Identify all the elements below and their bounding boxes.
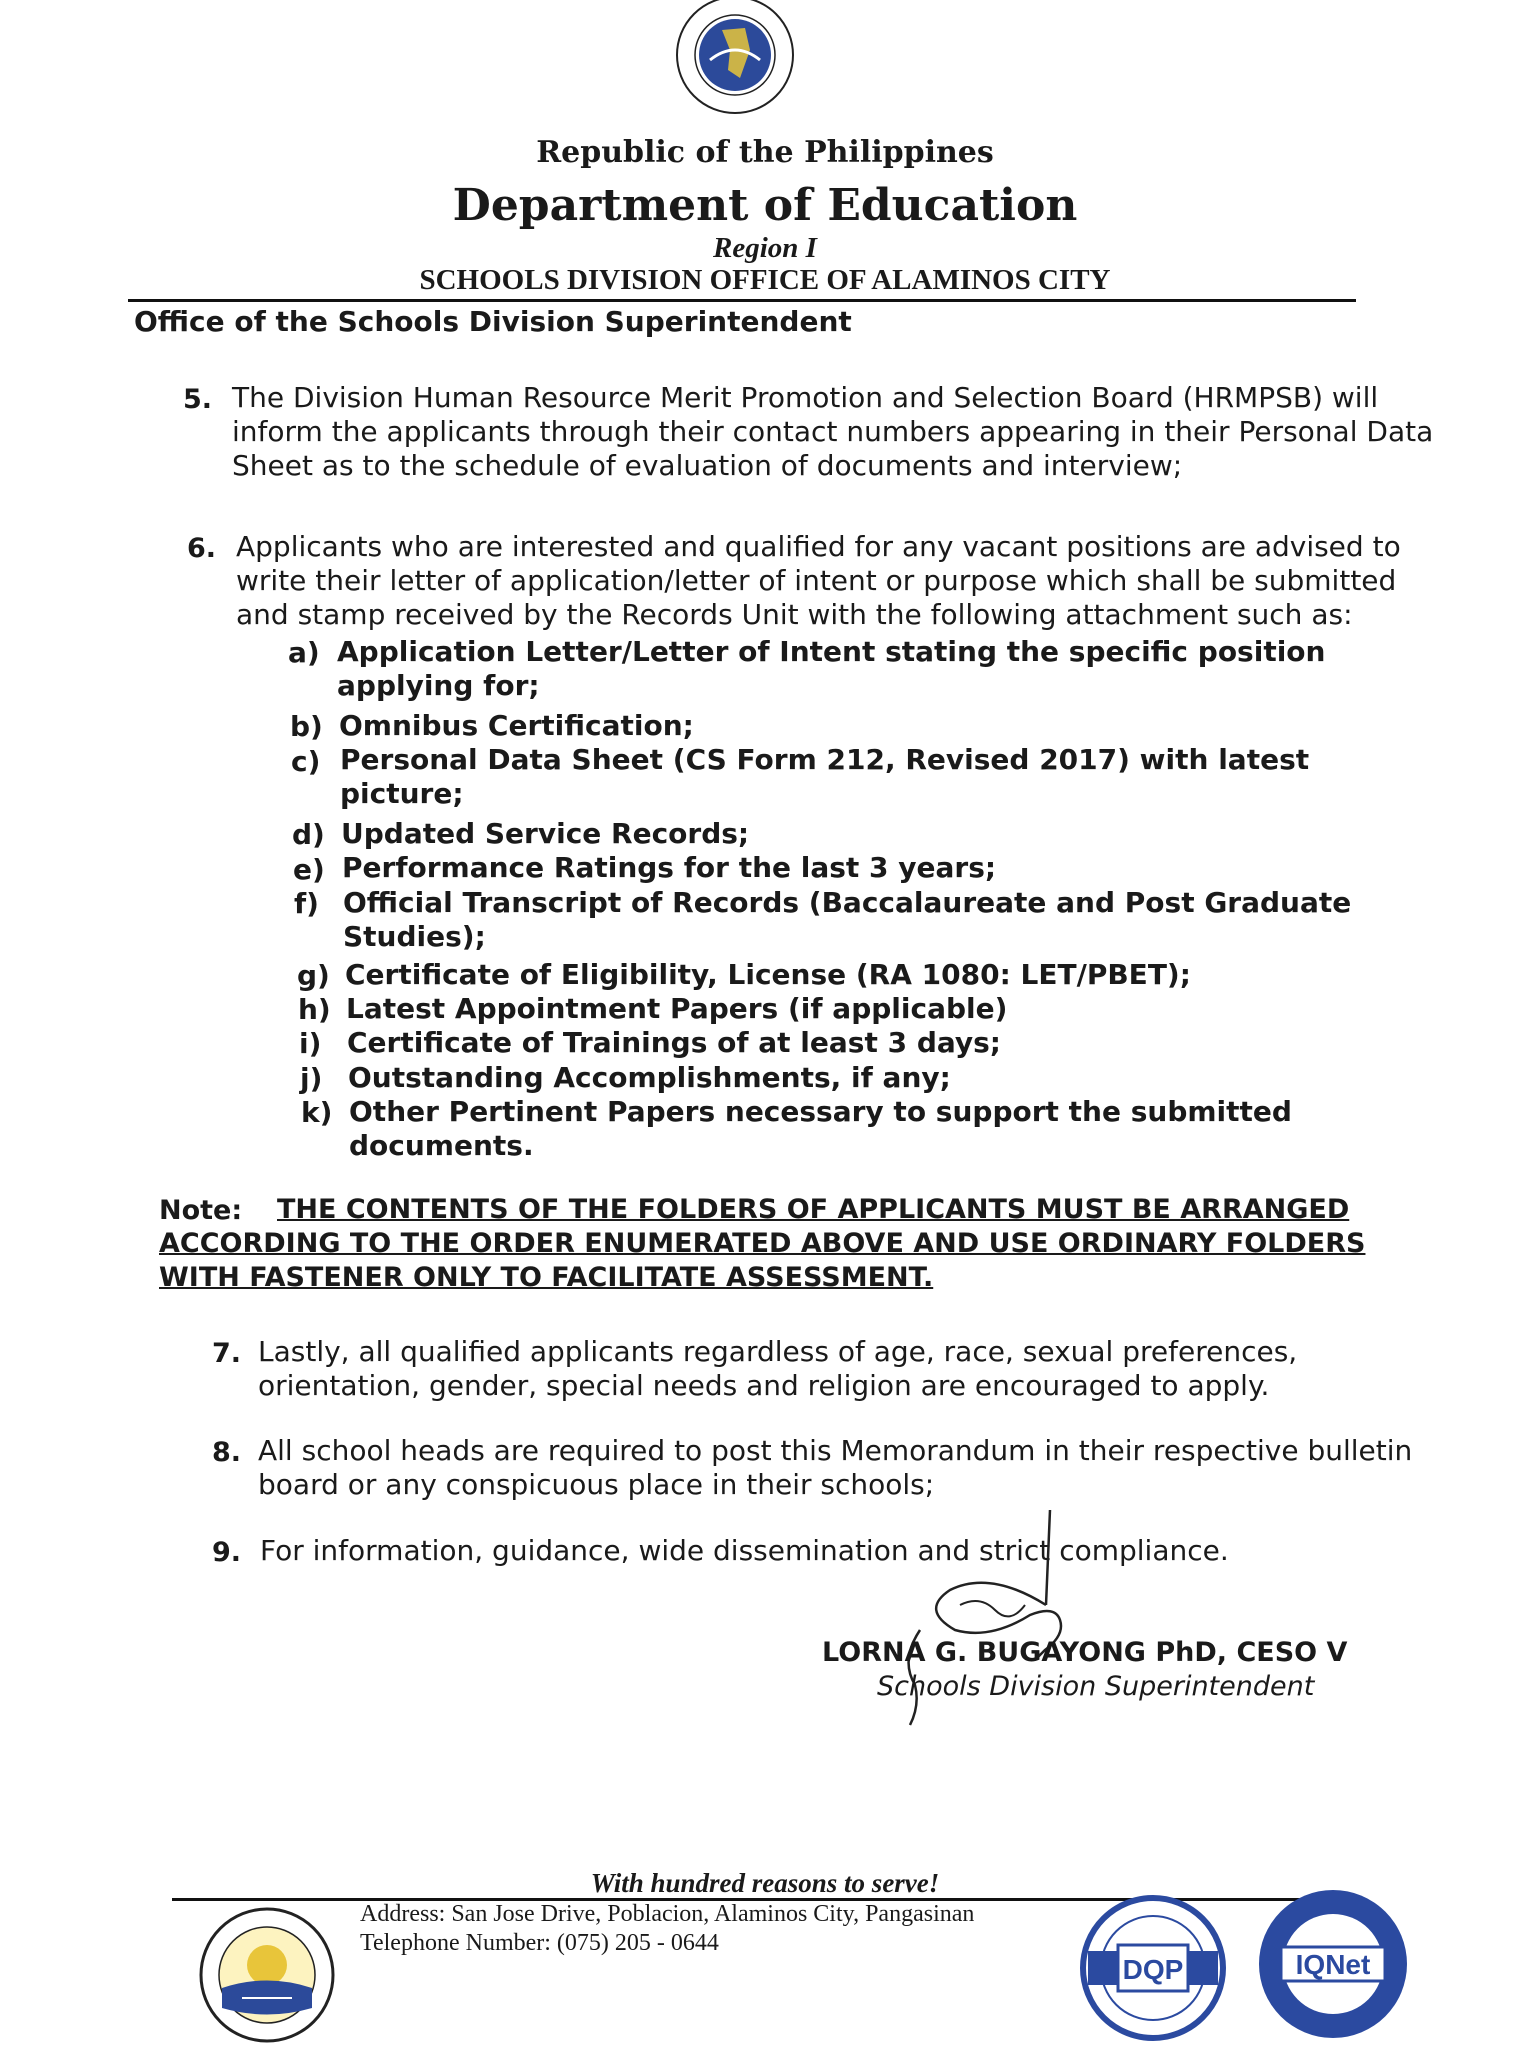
item-line: orientation, gender, special needs and religion are encouraged to apply. — [258, 1369, 1270, 1402]
attachment-line: Certificate of Eligibility, License (RA 1080: LET/PBET); — [345, 958, 1191, 991]
item-line: For information, guidance, wide dissemination and strict compliance. — [260, 1534, 1229, 1567]
attachment-item — [339, 709, 694, 743]
signatory-title: Schools Division Superintendent — [877, 1671, 1315, 1702]
attachment-letter: c) — [291, 745, 321, 778]
attachment-item — [349, 1095, 1292, 1163]
division-seal-logo — [192, 1903, 342, 2043]
attachment-line: Official Transcript of Records (Baccalaureate and Post Graduate — [343, 886, 1352, 919]
item-number: 7. — [212, 1338, 242, 1369]
attachment-letter: j) — [300, 1062, 323, 1095]
attachment-letter: f) — [294, 887, 319, 920]
item-line: Lastly, all qualified applicants regardless of age, race, sexual preferences, — [258, 1335, 1298, 1368]
note-line: THE CONTENTS OF THE FOLDERS OF APPLICANTS MUST BE ARRANGED — [277, 1194, 1350, 1225]
attachment-letter: b) — [290, 710, 323, 743]
footer-tagline: With hundred reasons to serve! — [590, 1868, 940, 1898]
attachment-item — [343, 886, 1351, 954]
note-line: ACCORDING TO THE ORDER ENUMERATED ABOVE AND USE ORDINARY FOLDERS — [159, 1228, 1366, 1259]
division-heading: SCHOOLS DIVISION OFFICE OF ALAMINOS CITY — [419, 264, 1111, 296]
attachment-item — [345, 958, 1191, 992]
header-divider — [128, 299, 1356, 302]
item-number: 8. — [212, 1437, 242, 1468]
department-heading: Department of Education — [452, 180, 1078, 231]
attachment-line: Application Letter/Letter of Intent stating the specific position — [337, 635, 1326, 668]
attachment-line: Personal Data Sheet (CS Form 212, Revised 2017) with latest — [340, 743, 1310, 776]
svg-text:DQP: DQP — [1122, 1954, 1184, 1985]
attachment-item — [347, 1026, 1001, 1060]
item-line: and stamp received by the Records Unit with the following attachment such as: — [236, 598, 1353, 631]
item-line: Applicants who are interested and qualified for any vacant positions are advised to — [236, 530, 1401, 563]
svg-text:IQNet: IQNet — [1295, 1949, 1371, 1980]
list-item — [236, 530, 1401, 632]
item-line: The Division Human Resource Merit Promotion and Selection Board (HRMPSB) will — [232, 381, 1379, 414]
attachment-letter: k) — [301, 1096, 333, 1129]
attachment-line: Updated Service Records; — [341, 817, 750, 850]
attachment-letter: a) — [288, 636, 320, 669]
footer-address-block — [360, 1900, 974, 1958]
note-line: WITH FASTENER ONLY TO FACILITATE ASSESSMENT. — [159, 1262, 934, 1293]
attachment-line: Omnibus Certification; — [339, 709, 694, 742]
item-number: 6. — [187, 533, 217, 564]
office-heading: Office of the Schools Division Superintendent — [134, 305, 852, 338]
item-line: Sheet as to the schedule of evaluation of documents and interview; — [232, 449, 1183, 482]
attachment-line: documents. — [349, 1129, 534, 1162]
list-item — [258, 1434, 1412, 1502]
attachment-line: Other Pertinent Papers necessary to support the submitted — [349, 1095, 1292, 1128]
attachment-item — [342, 851, 996, 885]
item-line: inform the applicants through their contact numbers appearing in their Personal Data — [232, 415, 1434, 448]
attachment-line: Latest Appointment Papers (if applicable) — [346, 992, 1008, 1025]
attachment-line: Outstanding Accomplishments, if any; — [348, 1061, 951, 1094]
footer-address: Address: San Jose Drive, Poblacion, Alaminos City, Pangasinan — [360, 1901, 975, 1927]
attachment-item — [348, 1061, 951, 1095]
item-line: All school heads are required to post this Memorandum in their respective bulletin — [258, 1434, 1413, 1467]
attachment-letter: i) — [299, 1027, 322, 1060]
list-item — [258, 1335, 1297, 1403]
note-label: Note: — [159, 1195, 243, 1226]
attachment-line: applying for; — [337, 669, 540, 702]
attachment-item — [340, 743, 1309, 811]
item-number: 5. — [183, 384, 213, 415]
attachment-line: picture; — [340, 777, 464, 810]
footer-telephone: Telephone Number: (075) 205 - 0644 — [360, 1930, 719, 1956]
deped-seal-logo — [650, 0, 820, 135]
list-item — [232, 381, 1433, 483]
attachment-item — [341, 817, 749, 851]
attachment-item — [346, 992, 1007, 1026]
attachment-item — [337, 635, 1325, 703]
attachment-line: Certificate of Trainings of at least 3 days; — [347, 1026, 1002, 1059]
item-line: board or any conspicuous place in their schools; — [258, 1468, 935, 1501]
attachment-line: Studies); — [343, 920, 486, 953]
attachment-letter: e) — [293, 853, 325, 886]
attachment-letter: d) — [292, 818, 325, 851]
list-item — [260, 1534, 1229, 1568]
attachment-letter: g) — [297, 959, 330, 992]
dqp-iso-logo — [1068, 1893, 1238, 2043]
republic-heading: Republic of the Philippines — [536, 135, 994, 170]
region-heading: Region I — [713, 232, 817, 264]
item-number: 9. — [212, 1537, 242, 1568]
signatory-name: LORNA G. BUGAYONG PhD, CESO V — [822, 1637, 1348, 1668]
attachment-line: Performance Ratings for the last 3 years; — [342, 851, 997, 884]
attachment-letter: h) — [298, 993, 331, 1026]
item-line: write their letter of application/letter of intent or purpose which shall be submitted — [236, 564, 1397, 597]
iqnet-certified-logo — [1253, 1885, 1413, 2043]
